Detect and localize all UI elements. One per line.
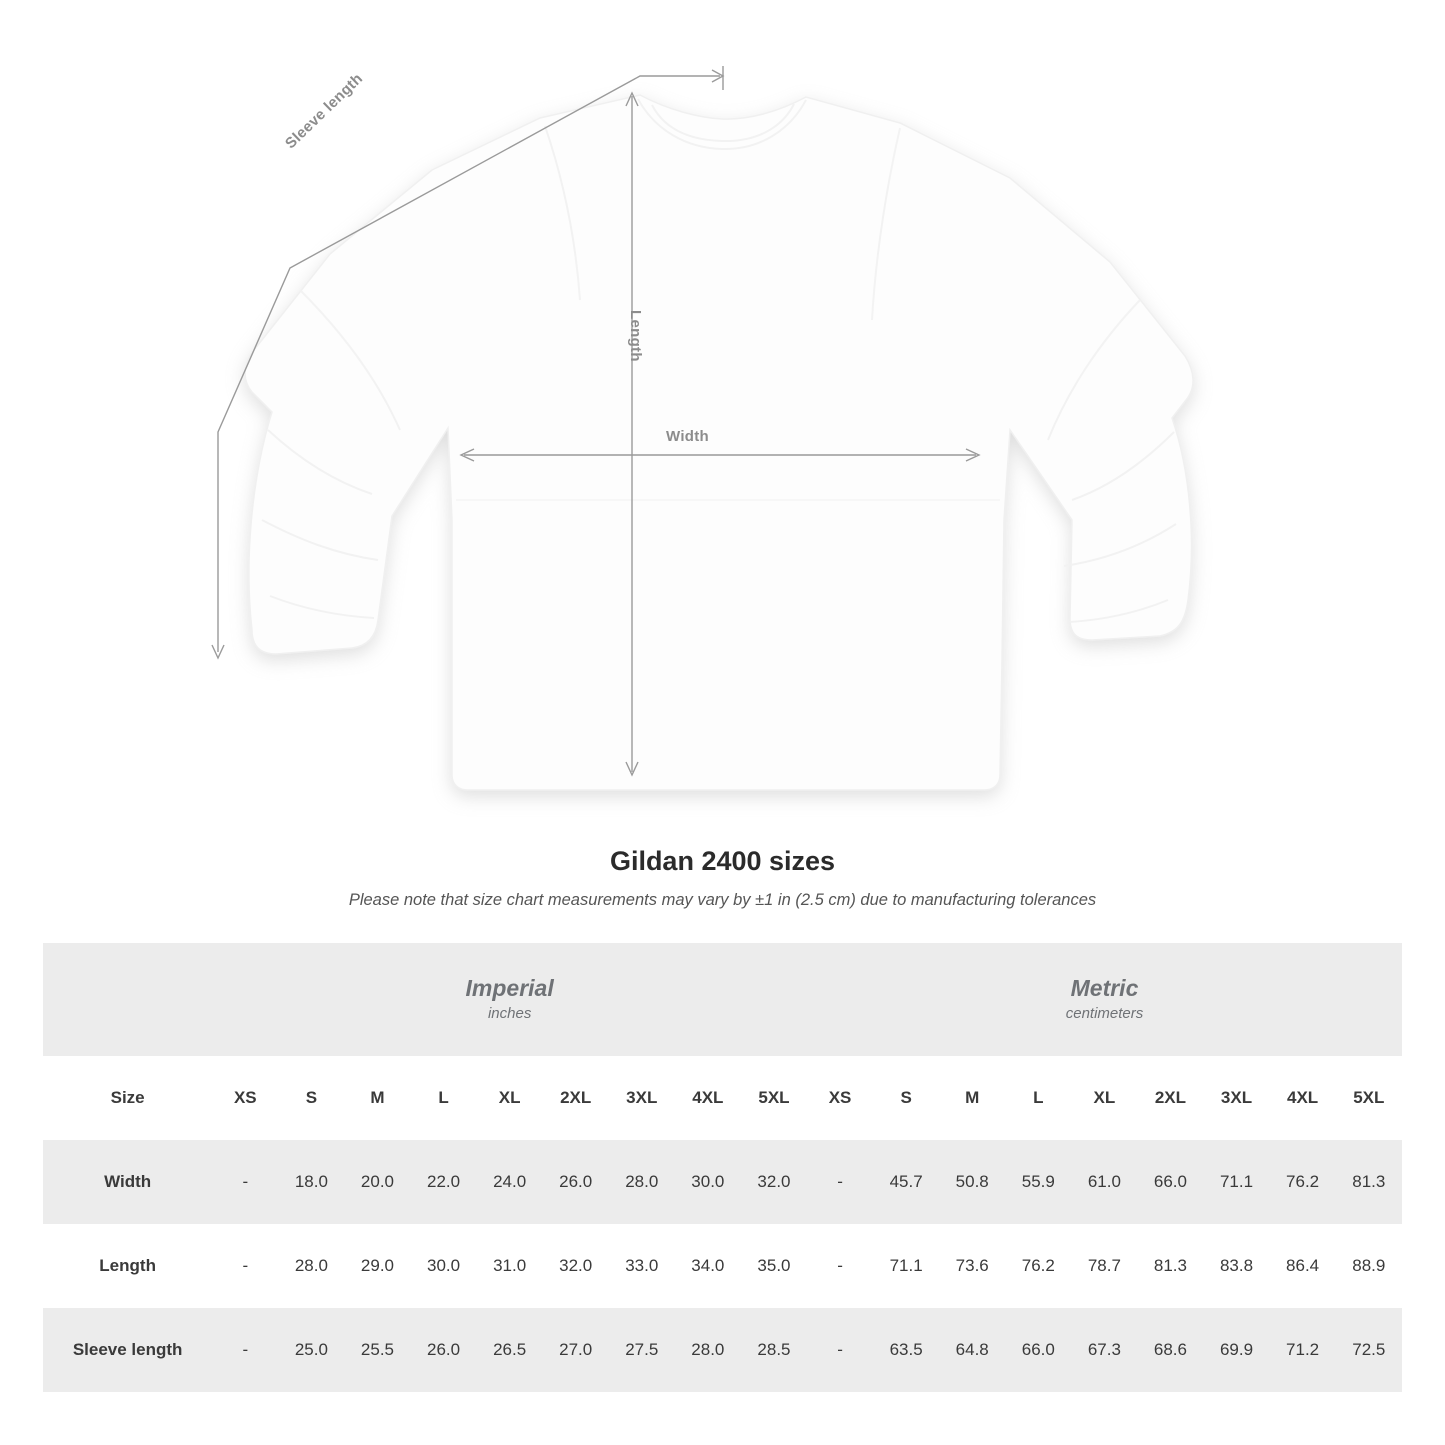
cell-length-imperial-3xl: 33.0 bbox=[609, 1224, 675, 1308]
cell-width-metric-xs: - bbox=[807, 1140, 873, 1224]
cell-width-imperial-3xl: 28.0 bbox=[609, 1140, 675, 1224]
cell-sleeve-imperial-4xl: 28.0 bbox=[675, 1308, 741, 1392]
unit-group-metric-sub: centimeters bbox=[1065, 1004, 1144, 1022]
cell-sleeve-imperial-xs: - bbox=[212, 1308, 278, 1392]
width-dimension-label: Width bbox=[666, 428, 710, 445]
cell-length-metric-xs: - bbox=[807, 1224, 873, 1308]
size-header-imperial-2xl: 2XL bbox=[543, 1056, 609, 1140]
cell-sleeve-metric-s: 63.5 bbox=[873, 1308, 939, 1392]
cell-sleeve-metric-xl: 67.3 bbox=[1071, 1308, 1137, 1392]
size-header-metric-2xl: 2XL bbox=[1137, 1056, 1203, 1140]
cell-sleeve-metric-3xl: 69.9 bbox=[1203, 1308, 1269, 1392]
cell-sleeve-metric-4xl: 71.2 bbox=[1270, 1308, 1336, 1392]
size-header-imperial-m: M bbox=[344, 1056, 410, 1140]
cell-sleeve-imperial-l: 26.0 bbox=[411, 1308, 477, 1392]
cell-length-imperial-xl: 31.0 bbox=[477, 1224, 543, 1308]
size-header-metric-l: L bbox=[1005, 1056, 1071, 1140]
size-header-imperial-xs: XS bbox=[212, 1056, 278, 1140]
cell-width-imperial-2xl: 26.0 bbox=[543, 1140, 609, 1224]
cell-length-metric-s: 71.1 bbox=[873, 1224, 939, 1308]
size-header-metric-5xl: 5XL bbox=[1336, 1056, 1402, 1140]
cell-width-imperial-5xl: 32.0 bbox=[741, 1140, 807, 1224]
cell-sleeve-metric-2xl: 68.6 bbox=[1137, 1308, 1203, 1392]
size-header-imperial-xl: XL bbox=[477, 1056, 543, 1140]
size-header-imperial-3xl: 3XL bbox=[609, 1056, 675, 1140]
size-header-metric-3xl: 3XL bbox=[1203, 1056, 1269, 1140]
row-label-width: Width bbox=[43, 1140, 212, 1224]
unit-group-imperial-name: Imperial bbox=[465, 974, 554, 1001]
size-header-metric-xs: XS bbox=[807, 1056, 873, 1140]
cell-width-imperial-m: 20.0 bbox=[344, 1140, 410, 1224]
cell-width-metric-5xl: 81.3 bbox=[1336, 1140, 1402, 1224]
cell-length-metric-l: 76.2 bbox=[1005, 1224, 1071, 1308]
cell-width-imperial-s: 18.0 bbox=[278, 1140, 344, 1224]
chart-title-block bbox=[0, 846, 1445, 910]
cell-length-metric-m: 73.6 bbox=[939, 1224, 1005, 1308]
tolerance-note: Please note that size chart measurements may vary by ±1 in (2.5 cm) due to manufacturing tolerances bbox=[348, 891, 1097, 909]
cell-width-metric-s: 45.7 bbox=[873, 1140, 939, 1224]
cell-width-metric-l: 55.9 bbox=[1005, 1140, 1071, 1224]
size-header-imperial-l: L bbox=[411, 1056, 477, 1140]
cell-sleeve-metric-l: 66.0 bbox=[1005, 1308, 1071, 1392]
size-header-metric-s: S bbox=[873, 1056, 939, 1140]
unit-group-metric-name: Metric bbox=[1070, 974, 1139, 1001]
cell-sleeve-imperial-m: 25.5 bbox=[344, 1308, 410, 1392]
cell-length-imperial-xs: - bbox=[212, 1224, 278, 1308]
cell-sleeve-imperial-xl: 26.5 bbox=[477, 1308, 543, 1392]
size-chart-container bbox=[43, 943, 1402, 1392]
cell-width-metric-4xl: 76.2 bbox=[1270, 1140, 1336, 1224]
cell-width-imperial-4xl: 30.0 bbox=[675, 1140, 741, 1224]
length-dimension-label: Length bbox=[627, 310, 644, 362]
size-header-metric-m: M bbox=[939, 1056, 1005, 1140]
table-row bbox=[43, 1140, 1402, 1224]
shirt-shape bbox=[245, 95, 1193, 790]
cell-sleeve-metric-m: 64.8 bbox=[939, 1308, 1005, 1392]
cell-length-imperial-l: 30.0 bbox=[411, 1224, 477, 1308]
size-header-metric-xl: XL bbox=[1071, 1056, 1137, 1140]
unit-group-metric bbox=[807, 943, 1402, 1056]
size-header-imperial-4xl: 4XL bbox=[675, 1056, 741, 1140]
cell-length-imperial-2xl: 32.0 bbox=[543, 1224, 609, 1308]
page-title: Gildan 2400 sizes bbox=[609, 846, 836, 876]
cell-width-imperial-l: 22.0 bbox=[411, 1140, 477, 1224]
cell-length-metric-5xl: 88.9 bbox=[1336, 1224, 1402, 1308]
cell-sleeve-imperial-3xl: 27.5 bbox=[609, 1308, 675, 1392]
cell-sleeve-metric-5xl: 72.5 bbox=[1336, 1308, 1402, 1392]
table-row bbox=[43, 1308, 1402, 1392]
cell-width-metric-3xl: 71.1 bbox=[1203, 1140, 1269, 1224]
unit-header-row bbox=[43, 943, 1402, 1056]
cell-length-metric-xl: 78.7 bbox=[1071, 1224, 1137, 1308]
table-row bbox=[43, 1224, 1402, 1308]
size-row-label: Size bbox=[43, 1056, 212, 1140]
cell-width-imperial-xl: 24.0 bbox=[477, 1140, 543, 1224]
size-header-metric-4xl: 4XL bbox=[1270, 1056, 1336, 1140]
cell-length-metric-3xl: 83.8 bbox=[1203, 1224, 1269, 1308]
cell-sleeve-imperial-s: 25.0 bbox=[278, 1308, 344, 1392]
table-corner-cell bbox=[43, 943, 212, 1056]
size-header-imperial-s: S bbox=[278, 1056, 344, 1140]
cell-length-imperial-m: 29.0 bbox=[344, 1224, 410, 1308]
size-header-imperial-5xl: 5XL bbox=[741, 1056, 807, 1140]
size-header-row bbox=[43, 1056, 1402, 1140]
cell-length-metric-4xl: 86.4 bbox=[1270, 1224, 1336, 1308]
cell-length-imperial-4xl: 34.0 bbox=[675, 1224, 741, 1308]
sleeve-length-dimension-label: Sleeve length bbox=[282, 70, 367, 153]
cell-width-metric-m: 50.8 bbox=[939, 1140, 1005, 1224]
cell-width-imperial-xs: - bbox=[212, 1140, 278, 1224]
cell-width-metric-xl: 61.0 bbox=[1071, 1140, 1137, 1224]
cell-sleeve-imperial-5xl: 28.5 bbox=[741, 1308, 807, 1392]
cell-length-imperial-5xl: 35.0 bbox=[741, 1224, 807, 1308]
cell-length-metric-2xl: 81.3 bbox=[1137, 1224, 1203, 1308]
unit-group-imperial bbox=[212, 943, 807, 1056]
row-label-length: Length bbox=[43, 1224, 212, 1308]
cell-width-metric-2xl: 66.0 bbox=[1137, 1140, 1203, 1224]
cell-sleeve-metric-xs: - bbox=[807, 1308, 873, 1392]
row-label-sleeve-length: Sleeve length bbox=[43, 1308, 212, 1392]
size-chart-table bbox=[43, 943, 1402, 1392]
cell-sleeve-imperial-2xl: 27.0 bbox=[543, 1308, 609, 1392]
unit-group-imperial-sub: inches bbox=[487, 1004, 532, 1022]
cell-length-imperial-s: 28.0 bbox=[278, 1224, 344, 1308]
